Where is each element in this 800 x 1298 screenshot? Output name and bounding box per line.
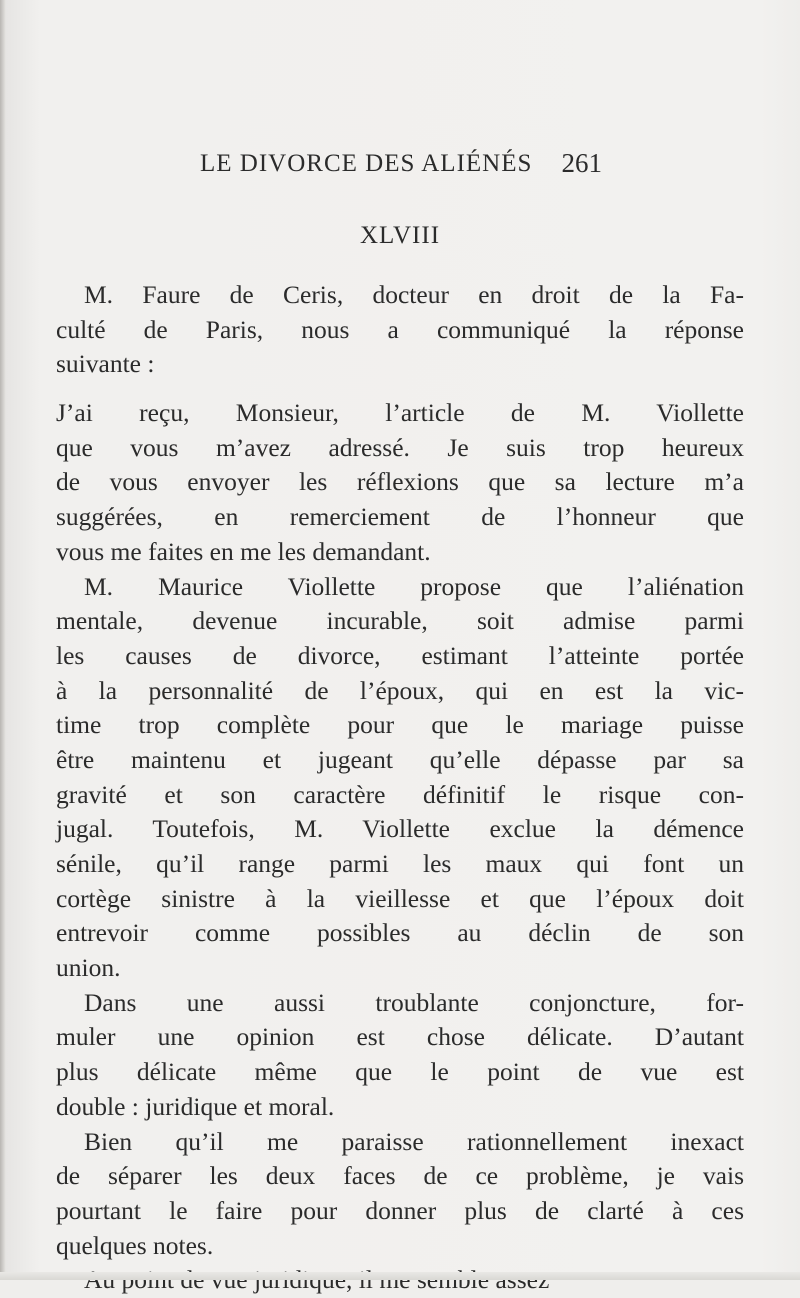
chapter-number: XLVIII xyxy=(359,222,441,249)
text-line: culté de Paris, nous a communiqué la réponse xyxy=(56,314,744,344)
text-line: union. xyxy=(56,953,121,983)
text-line: que vous m’avez adressé. Je suis trop heureux xyxy=(56,432,744,462)
text-line: Dans une aussi troublante conjoncture, for- xyxy=(84,987,744,1017)
text-line: quelques notes. xyxy=(56,1230,214,1260)
paragraph-letter-opening xyxy=(56,396,744,569)
text-line: J’ai reçu, Monsieur, l’article de M. Viollette xyxy=(56,398,744,428)
text-line: gravité et son caractère définitif le risque con- xyxy=(56,779,744,809)
text-line: cortège sinistre à la vieillesse et que l’époux doit xyxy=(56,883,744,913)
text-line: suivante : xyxy=(56,349,155,379)
text-line: M. Faure de Ceris, docteur en droit de la Fa- xyxy=(84,280,744,309)
running-head xyxy=(200,150,660,190)
text-line: être maintenu et jugeant qu’elle dépasse par sa xyxy=(56,744,744,774)
text-line: pourtant le faire pour donner plus de clarté à ces xyxy=(56,1195,744,1225)
text-line: jugal. Toutefois, M. Viollette exclue la démence xyxy=(56,814,744,844)
page-number: 261 xyxy=(561,148,602,178)
text-line: vous me faites en me les demandant. xyxy=(56,536,431,566)
page-bottom-edge xyxy=(0,1272,800,1280)
page-binding-edge xyxy=(0,0,6,1280)
text-line: de séparer les deux faces de ce problème, je vais xyxy=(56,1161,744,1191)
paragraph-intro xyxy=(56,278,744,382)
running-title: LE DIVORCE DES ALIÉNÉS xyxy=(200,150,533,177)
text-line: plus délicate même que le point de vue est xyxy=(56,1057,744,1087)
paragraph-troubling-juncture xyxy=(56,986,744,1125)
text-line: sénile, qu’il range parmi les maux qui font un xyxy=(56,849,744,878)
paragraph-viollette-proposal xyxy=(56,570,744,986)
text-line: time trop complète pour que le mariage puisse xyxy=(56,710,744,740)
paragraph-juridical-point xyxy=(56,1263,744,1298)
text-line: Bien qu’il me paraisse rationnellement inexact xyxy=(84,1126,744,1156)
paragraph-separate-faces xyxy=(56,1125,744,1264)
text-line: muler une opinion est chose délicate. D’autant xyxy=(56,1022,744,1052)
text-line: entrevoir comme possibles au déclin de son xyxy=(56,918,744,948)
text-line: mentale, devenue incurable, soit admise parmi xyxy=(56,606,744,636)
text-line: les causes de divorce, estimant l’atteinte portée xyxy=(56,640,744,670)
text-line: à la personnalité de l’époux, qui en est la vic- xyxy=(56,675,744,705)
body-text xyxy=(56,278,744,1298)
text-line: suggérées, en remerciement de l’honneur que xyxy=(56,502,744,532)
text-line xyxy=(56,1263,744,1298)
text-line: double : juridique et moral. xyxy=(56,1091,335,1121)
text-line: M. Maurice Viollette propose que l’aliénation xyxy=(84,571,744,601)
text-line: de vous envoyer les réflexions que sa lecture m’a xyxy=(56,467,744,497)
